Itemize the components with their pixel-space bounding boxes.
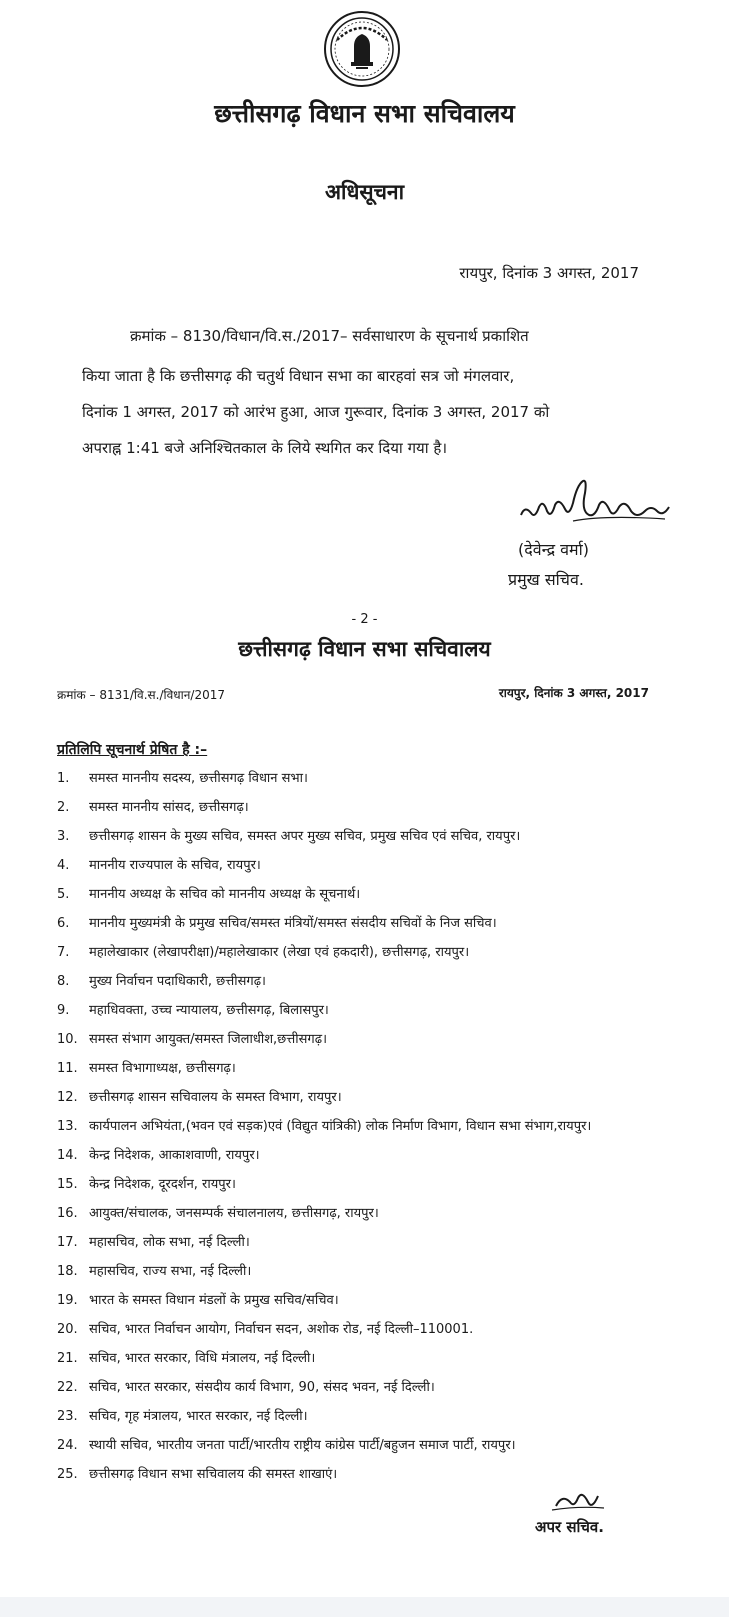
list-item [57,1083,697,1112]
list-item-number: 12. [57,1090,78,1105]
notice-paragraph-line-3: दिनांक 1 अगस्त, 2017 को आरंभ हुआ, आज गुरूवार, दिनांक 3 अगस्त, 2017 को [82,403,550,421]
list-item [57,1402,697,1431]
notice-paragraph-line-4: अपराह्न 1:41 बजे अनिश्चितकाल के लिये स्थगित कर दिया गया है। [82,439,448,457]
list-item-text: माननीय अध्यक्ष के सचिव को माननीय अध्यक्ष के सूचनार्थ। [89,887,361,902]
list-item-number: 24. [57,1438,78,1453]
list-item [57,1199,697,1228]
list-item-number: 19. [57,1293,78,1308]
list-item-number: 7. [57,945,70,960]
list-item-text: आयुक्त/संचालक, जनसम्पर्क संचालनालय, छत्तीसगढ़, रायपुर। [89,1206,379,1221]
emblem-seal-icon [323,10,401,88]
list-item-number: 17. [57,1235,78,1250]
page-bottom-strip [0,1597,729,1617]
closing-designation: अपर सचिव. [535,1518,604,1536]
list-item-text: छत्तीसगढ़ विधान सभा सचिवालय की समस्त शाखाएं। [89,1467,338,1482]
list-item [57,764,697,793]
list-item [57,938,697,967]
list-item-text: माननीय मुख्यमंत्री के प्रमुख सचिव/समस्त मंत्रियों/समस्त संसदीय सचिवों के निज सचिव। [89,916,497,931]
list-item-number: 8. [57,974,70,989]
list-item-text: छत्तीसगढ़ शासन सचिवालय के समस्त विभाग, रायपुर। [89,1090,342,1105]
list-item-text: सचिव, भारत सरकार, संसदीय कार्य विभाग, 90, संसद भवन, नई दिल्ली। [89,1380,435,1395]
notice-paragraph-body [82,358,642,466]
list-item-text: समस्त माननीय सदस्य, छत्तीसगढ़ विधान सभा। [89,771,308,786]
list-item-number: 20. [57,1322,78,1337]
page-title: छत्तीसगढ़ विधान सभा सचिवालय [214,99,515,128]
list-item-text: माननीय राज्यपाल के सचिव, रायपुर। [89,858,261,873]
list-item-text: सचिव, भारत निर्वाचन आयोग, निर्वाचन सदन, अशोक रोड, नई दिल्ली–110001. [89,1322,474,1337]
list-item-number: 14. [57,1148,78,1163]
list-item-text: कार्यपालन अभियंता,(भवन एवं सड़क)एवं (विद्युत यांत्रिकी) लोक निर्माण विभाग, विधान सभा संभाग,रायपुर। [89,1119,592,1134]
list-item-number: 18. [57,1264,78,1279]
list-item [57,967,697,996]
notice-paragraph-line-1: क्रमांक – 8130/विधान/वि.स./2017– सर्वसाधारण के सूचनार्थ प्रकाशित [130,327,529,345]
list-item-number: 4. [57,858,70,873]
list-item-text: स्थायी सचिव, भारतीय जनता पार्टी/भारतीय राष्ट्रीय कांग्रेस पार्टी/बहुजन समाज पार्टी, रायपुर। [89,1438,516,1453]
initials-mark [548,1486,608,1516]
list-item-number: 10. [57,1032,78,1047]
list-item-number: 22. [57,1380,78,1395]
second-dateline: रायपुर, दिनांक 3 अगस्त, 2017 [498,686,649,700]
reference-number: क्रमांक – 8131/वि.स./विधान/2017 [57,688,226,702]
list-item-number: 23. [57,1409,78,1424]
list-item-number: 21. [57,1351,78,1366]
list-item-text: समस्त विभागाध्यक्ष, छत्तीसगढ़। [89,1061,236,1076]
list-item [57,996,697,1025]
signatory-designation: प्रमुख सचिव. [508,570,584,589]
list-item [57,1344,697,1373]
list-item-text: छत्तीसगढ़ शासन के मुख्य सचिव, समस्त अपर मुख्य सचिव, प्रमुख सचिव एवं सचिव, रायपुर। [89,829,521,844]
list-item-number: 2. [57,800,70,815]
list-item [57,1112,697,1141]
list-item-number: 9. [57,1003,70,1018]
list-item [57,1460,697,1489]
list-item [57,1286,697,1315]
list-item [57,793,697,822]
list-item [57,1431,697,1460]
notice-dateline: रायपुर, दिनांक 3 अगस्त, 2017 [459,264,639,282]
copy-heading: प्रतिलिपि सूचनार्थ प्रेषित है :– [57,742,208,758]
second-page-title: छत्तीसगढ़ विधान सभा सचिवालय [238,637,491,661]
list-item-text: सचिव, भारत सरकार, विधि मंत्रालय, नई दिल्ली। [89,1351,316,1366]
list-item [57,1170,697,1199]
list-item [57,1257,697,1286]
list-item-number: 25. [57,1467,78,1482]
list-item [57,1373,697,1402]
notice-title: अधिसूचना [324,180,405,204]
page-number: - 2 - [351,612,378,627]
list-item [57,1054,697,1083]
recipient-list [57,764,697,1489]
list-item [57,1141,697,1170]
list-item-text: केन्द्र निदेशक, दूरदर्शन, रायपुर। [89,1177,236,1192]
list-item-number: 3. [57,829,70,844]
list-item-number: 15. [57,1177,78,1192]
list-item-text: सचिव, गृह मंत्रालय, भारत सरकार, नई दिल्ली। [89,1409,308,1424]
list-item-text: भारत के समस्त विधान मंडलों के प्रमुख सचिव/सचिव। [89,1293,339,1308]
signatory-name: (देवेन्द्र वर्मा) [518,540,590,559]
list-item [57,1025,697,1054]
list-item-text: मुख्य निर्वाचन पदाधिकारी, छत्तीसगढ़। [89,974,266,989]
list-item [57,1228,697,1257]
notice-paragraph-line-2: किया जाता है कि छत्तीसगढ़ की चतुर्थ विधान सभा का बारहवां सत्र जो मंगलवार, [82,367,515,385]
list-item-text: महालेखाकार (लेखापरीक्षा)/महालेखाकार (लेखा एवं हकदारी), छत्तीसगढ़, रायपुर। [89,945,470,960]
list-item-text: महासचिव, लोक सभा, नई दिल्ली। [89,1235,250,1250]
list-item-number: 1. [57,771,70,786]
list-item [57,851,697,880]
list-item-text: समस्त माननीय सांसद, छत्तीसगढ़। [89,800,249,815]
list-item [57,909,697,938]
list-item-number: 16. [57,1206,78,1221]
list-item-text: महासचिव, राज्य सभा, नई दिल्ली। [89,1264,252,1279]
list-item-text: महाधिवक्ता, उच्च न्यायालय, छत्तीसगढ़, बिलासपुर। [89,1003,329,1018]
list-item-number: 13. [57,1119,78,1134]
list-item-number: 11. [57,1061,78,1076]
list-item-number: 5. [57,887,70,902]
list-item-text: केन्द्र निदेशक, आकाशवाणी, रायपुर। [89,1148,260,1163]
list-item [57,880,697,909]
signature-mark [515,475,675,531]
list-item [57,822,697,851]
list-item [57,1315,697,1344]
list-item-number: 6. [57,916,70,931]
list-item-text: समस्त संभाग आयुक्त/समस्त जिलाधीश,छत्तीसगढ़। [89,1032,327,1047]
